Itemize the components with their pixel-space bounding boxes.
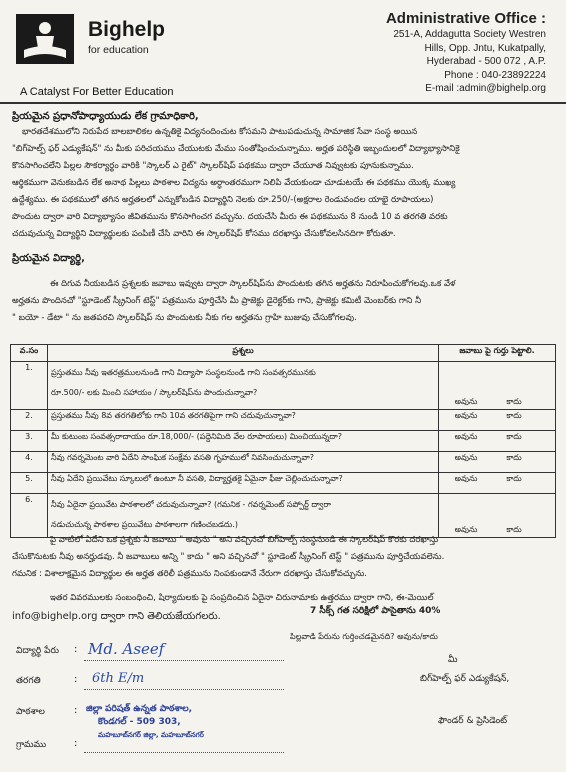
question-cell <box>48 494 439 538</box>
brand-subtitle: for education <box>88 44 149 56</box>
paragraph-line: పై వాటిలో ఏదేని ఒక ప్రశ్నకు నీ జవాబు " అవును " అని వచ్చినచో బిగ్‌హెల్ప్ సంస్థనుండి ఈ స్కాలర్‌షిప్ కొరకు దరఖాస్తు <box>50 535 439 545</box>
colon: : <box>74 705 78 716</box>
note-line: గమనిక : విశాలాక్షమైన విద్యార్థుల ఈ అర్హత తరిలీ పత్రమును నింపకుండానే నేరుగా దరఖాస్తు చేసుకోవచ్చును. <box>12 569 367 579</box>
class-underline <box>84 689 284 690</box>
answer-cell <box>439 473 556 494</box>
answer-yes[interactable]: అవును <box>454 397 478 406</box>
table-row <box>11 431 556 452</box>
question-text: నీవు ఏదేని ప్రయివేటు స్కూలులో ఉంటూ నీ వసతి, విద్యార్హతకై ఏమైనా ఫీజు చెల్లించుచున్నావా? <box>48 473 439 494</box>
table-header-row <box>11 345 556 362</box>
answer-cell <box>439 431 556 452</box>
email-contact-line: info@bighelp.org ద్వారా గాని తెలియజేయగలరు. <box>12 611 221 622</box>
row-number: 1. <box>11 362 48 410</box>
question-text: నడుచుచున్న పాఠశాల ప్రయివేటు పాఠశాలగా గణించబడదు.) <box>51 520 238 529</box>
answer-no[interactable]: కాదు <box>506 432 522 441</box>
student-name-value[interactable]: Md. Aseef <box>88 640 165 658</box>
header-divider <box>0 102 566 104</box>
paragraph-line: ఆర్థికముగా వెనుకబడిన లేక అనాథ పిల్లలు పాఠశాల విద్యను అర్ధాంతరముగా నిలిపి వేయకుండా చూడుటయే ఈ పథకము యొక్క ముఖ్య <box>12 178 456 188</box>
paragraph-line: ఉద్దేశ్యము. ఈ పథకములో తగిన అర్హతలలో ఎన్నుకోబడిన విద్యార్థిని నెలకు రూ.250/-(అక్షరాల రెండువందల యాభై రూపాయలు) <box>12 195 434 205</box>
paragraph-line: చేసుకొనుటకు నీవు అనర్హుడవు. నీ జవాబులు అన్ని " కాదు " అని వచ్చినచో " స్టూడెంట్ స్క్రీనింగ్ టెస్ట్ " పత్రమును పూర్తిచేయవలెను. <box>12 552 445 562</box>
question-text: నీవు గవర్నమెంట వారి ఏదేని సాంఘిక సంక్షేమ వసతి గృహములో నివసించుచున్నావా? <box>48 452 439 473</box>
answer-yes[interactable]: అవును <box>454 525 478 534</box>
colon: : <box>74 738 78 749</box>
eligibility-table <box>10 344 556 538</box>
paragraph-line: చదువుచున్న విద్యార్థిని విద్యార్థులకు పంపిణీ చేసి వారిని ఈ స్కాలర్‌షిప్ కోసము దరఖాస్తు చేసుకోవలసినదిగా కోరుతూ. <box>12 229 396 239</box>
name-underline <box>84 660 284 661</box>
office-address <box>316 10 546 96</box>
row-number: 6. <box>11 494 48 538</box>
table-row <box>11 362 556 410</box>
colon: : <box>74 644 78 655</box>
salutation-student: ప్రియమైన విద్యార్థి, <box>12 253 85 264</box>
row-number: 3. <box>11 431 48 452</box>
paragraph-line: "బిగ్‌హెల్ప్ ఫర్ ఎడ్యుకేషన్" ను మీకు పరిచయము చేయుటకు మేము సంతోషించుచున్నాము. అర్హత పరిస్థితి ఇబ్బందులలో విద్యాభ్యాసానికై <box>12 144 460 154</box>
answer-yes[interactable]: అవును <box>454 411 478 420</box>
col-header-questions: ప్రశ్నలు <box>48 345 439 362</box>
question-text: నీవు ఏదైనా ప్రయివేట పాఠశాలలో చదువుచున్నావా? (గమనిక - గవర్నమెంట్ సప్పోర్ట్ ద్వారా <box>51 500 331 509</box>
signature-mark: మీ <box>448 655 458 665</box>
address-line: Hills, Opp. Jntu, Kukatpally, <box>424 42 546 54</box>
answer-yes[interactable]: అవును <box>454 474 478 483</box>
answer-cell <box>439 452 556 473</box>
founder-title: ఫౌండర్ & ప్రెసిడెంట్ <box>438 716 508 726</box>
bighelp-logo-icon <box>16 14 74 64</box>
row-number: 2. <box>11 410 48 431</box>
paragraph-line: పొందుట ద్వారా వారి విద్యాభ్యాసం జీవితమును కొనసాగించగ వచ్చును. దయచేసి మీరు ఈ పథకమును 8 నుండి 10 వ తరగతి వరకు <box>12 212 448 222</box>
table-row <box>11 410 556 431</box>
class-value[interactable]: 6th E/m <box>92 671 145 686</box>
paragraph-line: భారతదేశములోని నిరుపేద బాలబాలికల ఉన్నతికై విద్యనందించుట కోసమని పాటుపడుచున్న సామాజిక సేవా సంస్థ అయిన <box>22 127 418 137</box>
question-text: రూ.500/- లకు మించి సహాయం / స్కాలర్‌షిప్‌ను పొందుచున్నావా? <box>51 388 258 397</box>
tagline: A Catalyst For Better Education <box>20 86 174 98</box>
handwritten-note: 7 సీక్స్‌ గత సరిక్షిలో పాసైతాను 40% <box>310 606 441 616</box>
answer-cell <box>439 494 556 538</box>
row-number: 5. <box>11 473 48 494</box>
paragraph-line: కొనసాగించలేని పిల్లల సౌకర్యార్థం వారికి "స్కాలర్ ఎ రైట్" స్కాలర్‌షిప్ పథకము ద్వారా చేయూత నివ్వుటకు పూనుకున్నాము. <box>12 161 414 171</box>
answer-yes[interactable]: అవును <box>454 432 478 441</box>
paragraph-line: ఈ దిగువ నీయబడిన ప్రశ్నలకు జవాబు ఇవ్వుట ద్వారా స్కాలర్‌షిప్‌ను పొందుటకు తగిన అర్హతను నిరూపించుకోగలవు.ఒక వేళ <box>50 279 456 289</box>
paragraph-line: అర్హతను పొందినచో "స్టూడెంట్ స్క్రీనింగ్ టెస్ట్" పత్రమును పూర్తిచేసి మీ ప్రాజెక్టు డైరెక్టర్‌కు గాని, ప్రాజెక్టు కమిటీ మెంబర్‌కు గాని నీ <box>12 296 422 306</box>
office-title: Administrative Office : <box>385 10 546 27</box>
answer-yes[interactable]: అవును <box>454 453 478 462</box>
paragraph-line: ఇతర వివరములకు సంబంధించి, షిర్యాదులకు పై సంప్రదించిన ఏదైనా చిరునామాకు ఉత్తరము ద్వారా గాని, ఈ-మెయిల్ <box>50 593 434 603</box>
answer-no[interactable]: కాదు <box>506 397 522 406</box>
answer-no[interactable]: కాదు <box>506 474 522 483</box>
school-stamp <box>86 703 204 742</box>
address-line: Hyderabad - 500 072 , A.P. <box>426 56 546 67</box>
table-row <box>11 473 556 494</box>
paragraph-line: " బయో - డేటా " ను జతపరచి స్కాలర్‌షిప్ ను పొందుటకు నీకు గల అర్హతను గ్రాహి బుజువు చేసుకోగలవు. <box>12 313 357 323</box>
answer-cell <box>439 362 556 410</box>
class-label: తరగతి <box>16 676 41 686</box>
email-line: E-mail :admin@bighelp.org <box>425 83 546 94</box>
table-row <box>11 494 556 538</box>
answer-no[interactable]: కాదు <box>506 411 522 420</box>
verification-line: పిల్లవాడి పేరును గుర్తించడమైనది? అవును/కాదు <box>290 632 438 641</box>
stamp-line: జిల్లా పరిషత్ ఉన్నత పాఠశాల, <box>86 704 193 714</box>
table-row <box>11 452 556 473</box>
school-label: పాఠశాల <box>16 707 45 717</box>
question-cell <box>48 362 439 410</box>
answer-cell <box>439 410 556 431</box>
salutation-headmaster: ప్రియమైన ప్రధానోపాధ్యాయుడు లేక గ్రామాధికారి, <box>12 111 199 122</box>
phone-line: Phone : 040-23892224 <box>444 69 546 81</box>
org-signature: బిగ్‌హెల్ప్ ఫర్ ఎడ్యుకేషన్, <box>420 674 510 684</box>
row-number: 4. <box>11 452 48 473</box>
answer-no[interactable]: కాదు <box>506 525 522 534</box>
address-line: 251-A, Addagutta Society Westren <box>393 29 546 40</box>
question-text: ప్రస్తుతము నీవు ఇతరత్రములనుండి గాని విద్యాసా సంస్థలనుండి గాని సంవత్సరమునకు <box>51 368 316 377</box>
stamp-line: కొండగల్ - 509 303, <box>98 717 181 727</box>
colon: : <box>74 674 78 685</box>
col-header-answer: జవాబు పై గుర్తు పెట్టాలి. <box>439 345 556 362</box>
brand-name: Bighelp <box>88 18 165 41</box>
student-name-label: విద్యార్థి పేరు <box>16 646 59 656</box>
village-underline <box>84 752 284 753</box>
village-label: గ్రామము <box>16 740 47 750</box>
stamp-line: మహబూబ్‌నగర్ జిల్లా, మహబూబ్‌నగర్ <box>98 731 204 739</box>
col-header-number: వ.సం <box>11 345 48 362</box>
answer-no[interactable]: కాదు <box>506 453 522 462</box>
question-text: మీ కుటుంబ సంవత్సరాదాయం రూ.18,000/- (పద్దెనిమిది వేల రూపాయలు) మించియున్నదా? <box>48 431 439 452</box>
question-text: ప్రస్తుతము నీవు 8వ తరగతిలోకు గాని 10వ తరగతిపైగా గాని చదువుచున్నావా? <box>48 410 439 431</box>
